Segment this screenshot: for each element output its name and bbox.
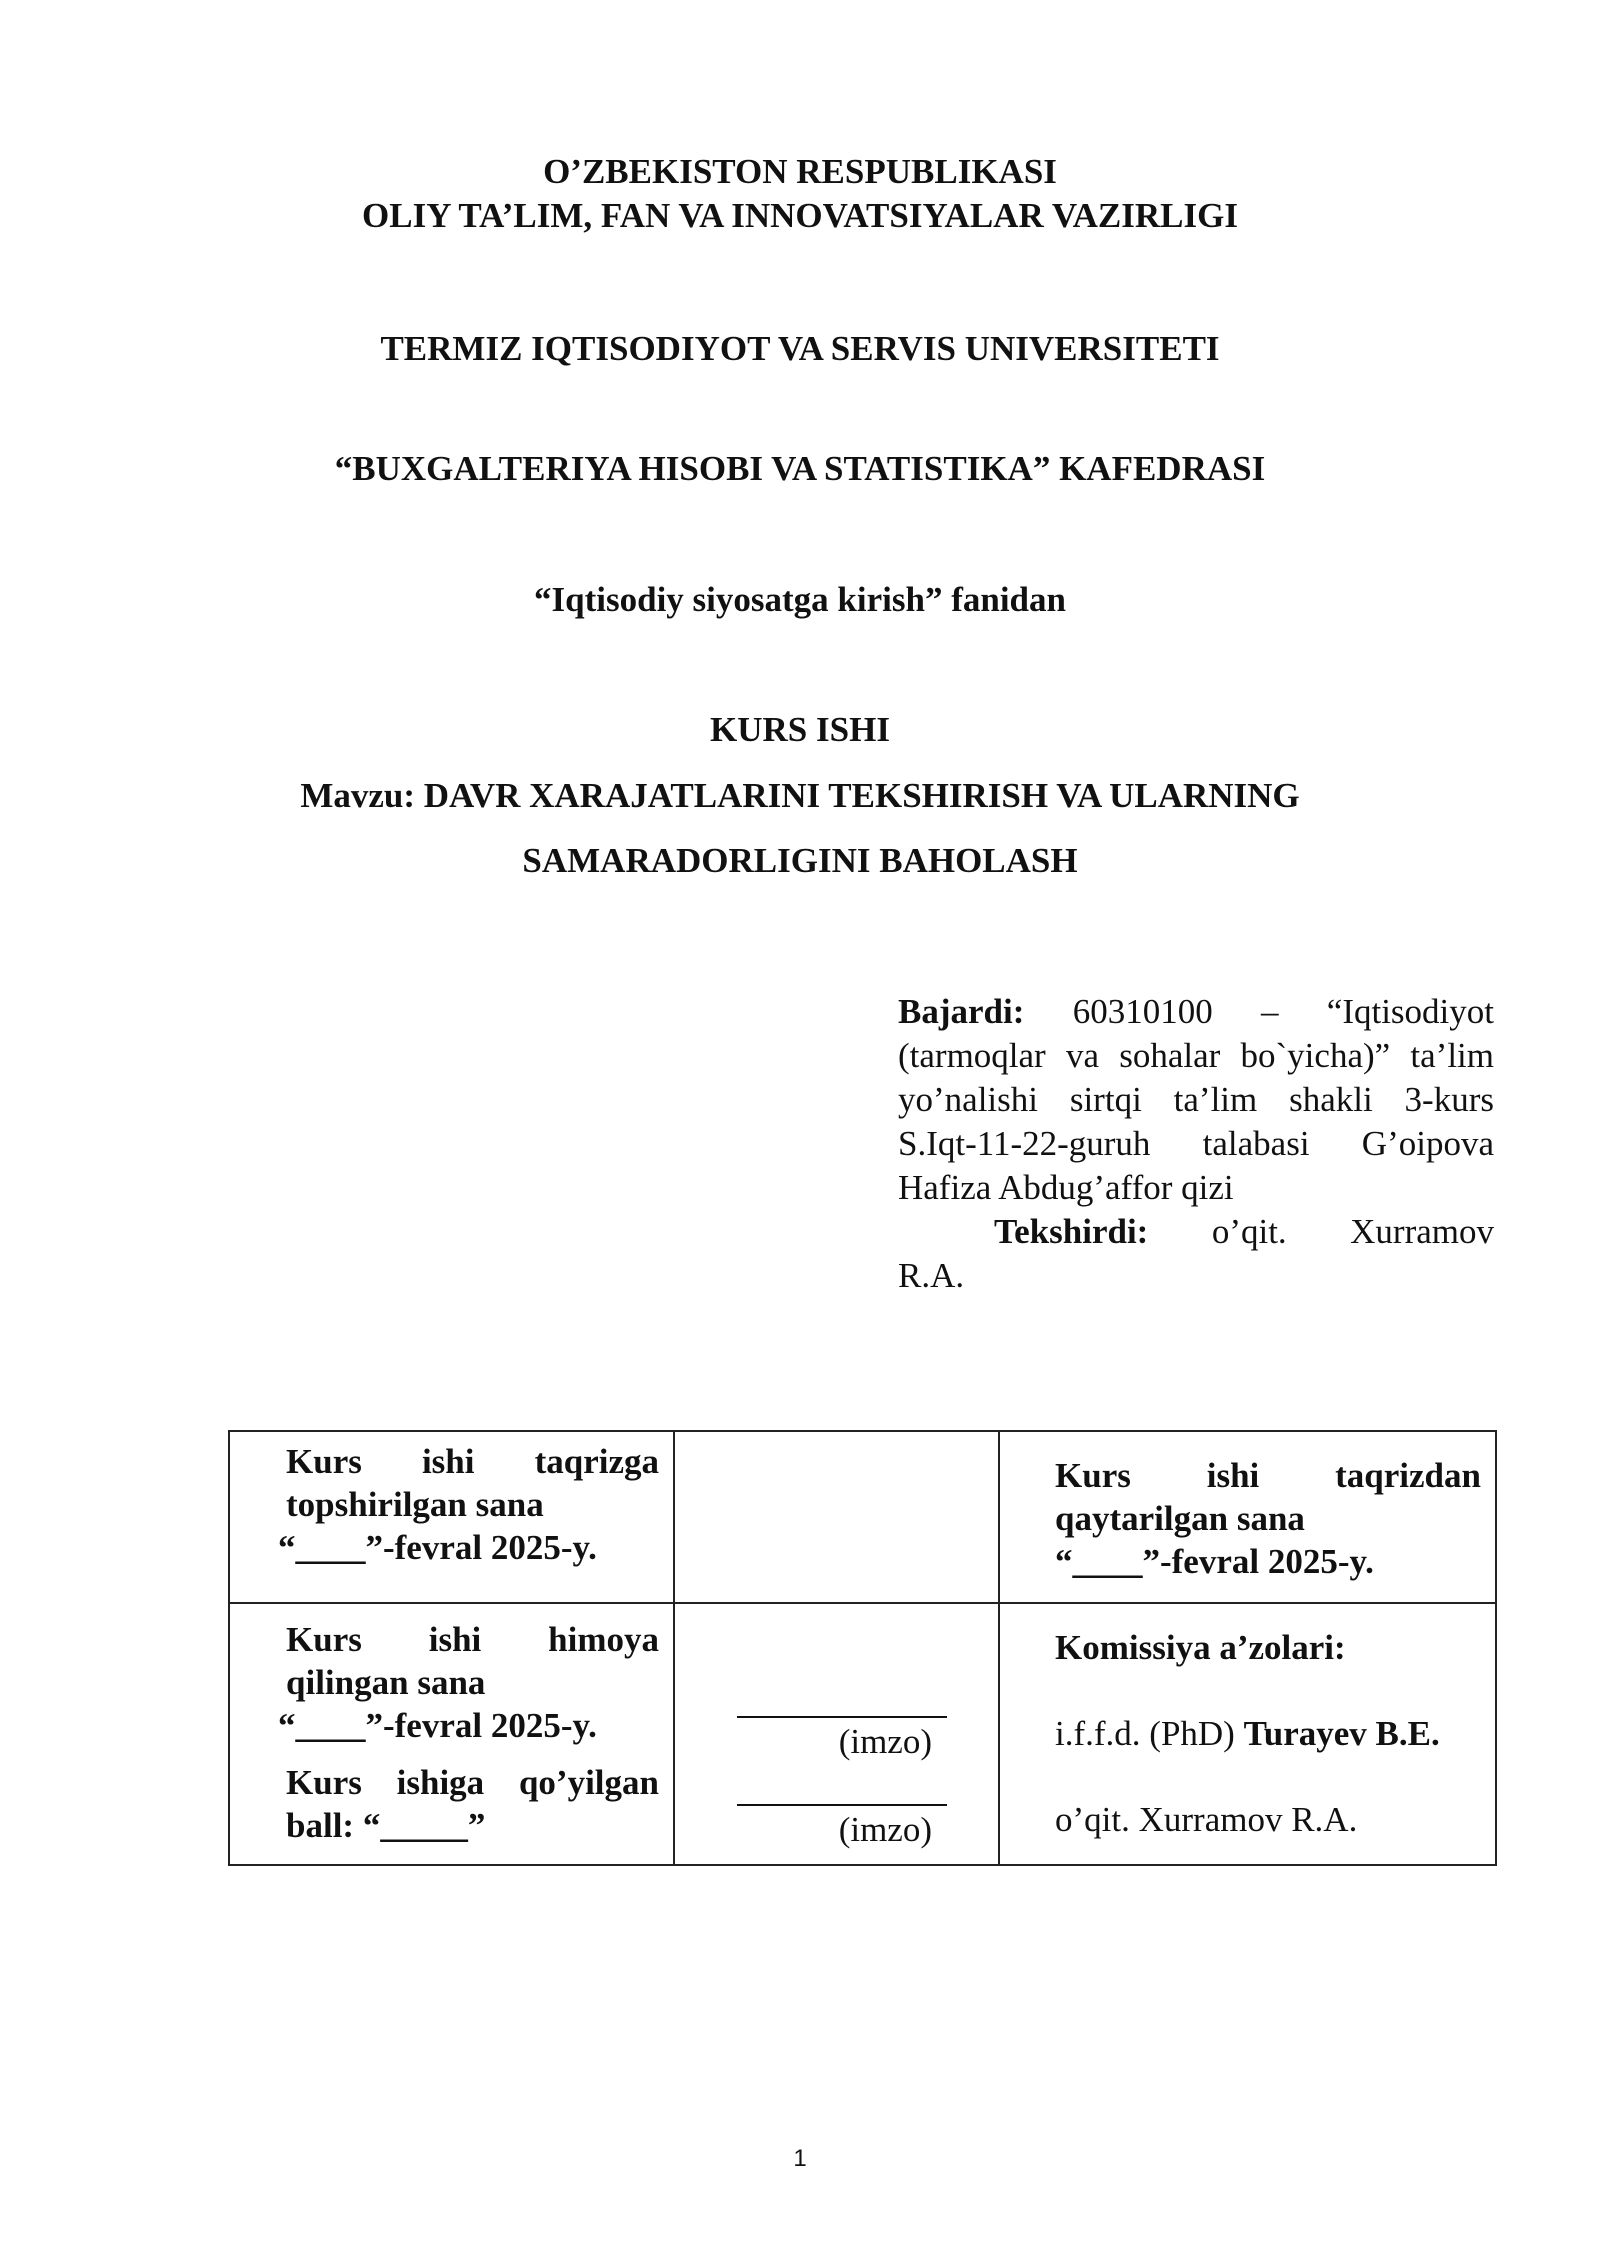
member-1-name: Turayev B.E. [1243,1714,1440,1753]
submitted-line-2: topshirilgan sana [286,1485,544,1524]
checked-line-2: R.A. [898,1256,965,1295]
subject-line: “Iqtisodiy siyosatga kirish” fanidan [534,580,1066,619]
signature-label-2: (imzo) [838,1810,932,1849]
author-line-1 [898,990,1494,1034]
table-row [229,1431,1496,1603]
returned-date: “____”-fevral 2025-y. [1055,1542,1374,1581]
table-row [229,1603,1496,1865]
university-title: TERMIZ IQTISODIYOT VA SERVIS UNIVERSITETI [380,329,1220,368]
returned-line-1: Kurs ishi taqrizdan [1055,1456,1481,1495]
topic-line-1: Mavzu: DAVR XARAJATLARINI TEKSHIRISH VA ULARNING [300,776,1300,815]
republic-title: O’ZBEKISTON RESPUBLIKASI [543,152,1057,191]
defended-line-1: Kurs ishi himoya [286,1620,659,1659]
defended-line-2: qilingan sana [286,1663,486,1702]
submitted-cell [229,1431,674,1603]
checked-by: o’qit. Xurramov [1211,1212,1494,1251]
empty-cell [674,1431,999,1603]
author-line-5: Hafiza Abdug’affor qizi [898,1168,1234,1207]
commission-title: Komissiya a’zolari: [1055,1628,1346,1667]
author-line-2: (tarmoqlar va sohalar bo`yicha)” ta’lim [898,1036,1494,1075]
returned-line-2: qaytarilgan sana [1055,1499,1305,1538]
member-1-prefix: i.f.f.d. (PhD) [1055,1714,1235,1753]
commission-member-2: o’qit. Xurramov R.A. [1055,1800,1358,1839]
score-line-2: ball: “_____” [286,1806,486,1845]
performed-label: Bajardi: [898,992,1025,1031]
commission-member-1 [1055,1712,1481,1755]
signature-label-1: (imzo) [838,1722,932,1761]
author-line-4: S.Iqt-11-22-guruh talabasi G’oipova [898,1124,1494,1163]
page-number: 1 [793,2145,807,2172]
topic-line-2: SAMARADORLIGINI BAHOLASH [522,841,1078,880]
author-info [898,990,1494,1298]
department-title: “BUXGALTERIYA HISOBI VA STATISTIKA” KAFEDRASI [334,449,1266,488]
submitted-line-1: Kurs ishi taqrizga [286,1442,659,1481]
commission-cell [999,1603,1496,1865]
score-line-1: Kurs ishiga qo’yilgan [286,1763,659,1802]
checked-label: Tekshirdi: [994,1212,1149,1251]
review-table [228,1430,1497,1866]
ministry-title: OLIY TA’LIM, FAN VA INNOVATSIYALAR VAZIRLIGI [362,196,1238,235]
signature-line-1 [737,1716,947,1718]
signature-cell [674,1603,999,1865]
defended-date: “____”-fevral 2025-y. [278,1706,597,1745]
program-code: 60310100 – “Iqtisodiyot [1072,992,1494,1031]
signature-line-2 [737,1804,947,1806]
author-line-3: yo’nalishi sirtqi ta’lim shakli 3-kurs [898,1080,1494,1119]
submitted-date: “____”-fevral 2025-y. [278,1528,597,1567]
returned-cell [999,1431,1496,1603]
checked-line [898,1210,1494,1254]
defended-cell [229,1603,674,1865]
work-type-title: KURS ISHI [710,710,890,749]
